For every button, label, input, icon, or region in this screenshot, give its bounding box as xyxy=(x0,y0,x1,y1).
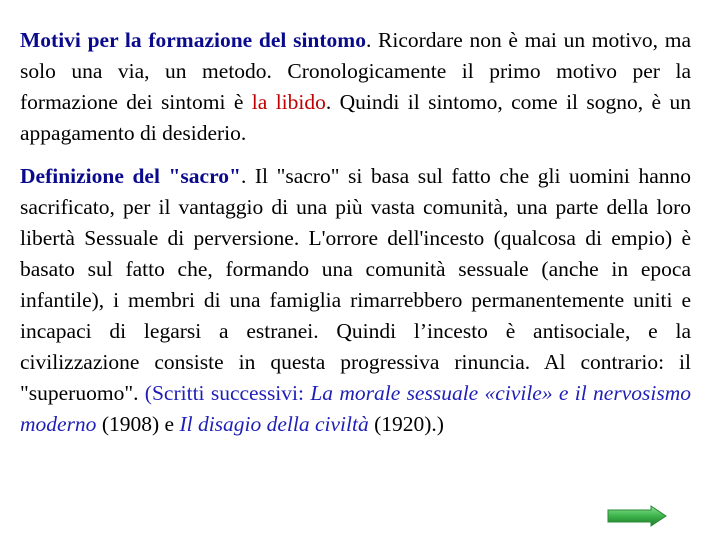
heading-sacro: Definizione del "sacro" xyxy=(20,164,241,188)
reference-open: (Scritti successivi: xyxy=(144,381,311,405)
highlight-libido: la libido xyxy=(251,90,326,114)
heading-sintomo: Motivi per la formazione del sintomo xyxy=(20,28,366,52)
reference-title-disagio: Il disagio della civiltà xyxy=(179,412,369,436)
reference-year-1908: (1908) e xyxy=(96,412,180,436)
text-sacro: . Il "sacro" si basa sul fatto che gli uomini hanno sacrificato, per il vantaggio di una più vasta comunità, una parte della loro libertà Sessuale di perversione. L'orrore dell'incesto (qualcosa di empio) è basato sul fatto che, formando una comunità sessuale (anche in epoca infantile), i membri di una famiglia rimarrebbero permanentemente uniti e incapaci di legarsi a estranei. Quindi l’incesto è antisociale, e la civilizzazione consiste in questa progressiva rinuncia. Al contrario: il "superuomo". xyxy=(20,164,691,405)
reference-close: (1920).) xyxy=(368,412,444,436)
next-slide-button[interactable] xyxy=(607,505,667,527)
paragraph-sintomo xyxy=(20,25,691,149)
right-arrow-icon xyxy=(607,505,667,527)
reference-title-morale: La morale sessuale «civile» e il nervosismo moderno xyxy=(20,381,691,436)
text-sintomo-part1: . Ricordare non è mai un motivo, ma solo una via, un metodo. Cronologicamente il primo motivo per la formazione dei sintomi è xyxy=(20,28,692,114)
text-sintomo-part2: . Quindi il sintomo, come il sogno, è un appagamento di desiderio. xyxy=(20,90,691,145)
paragraph-sacro xyxy=(20,161,691,440)
